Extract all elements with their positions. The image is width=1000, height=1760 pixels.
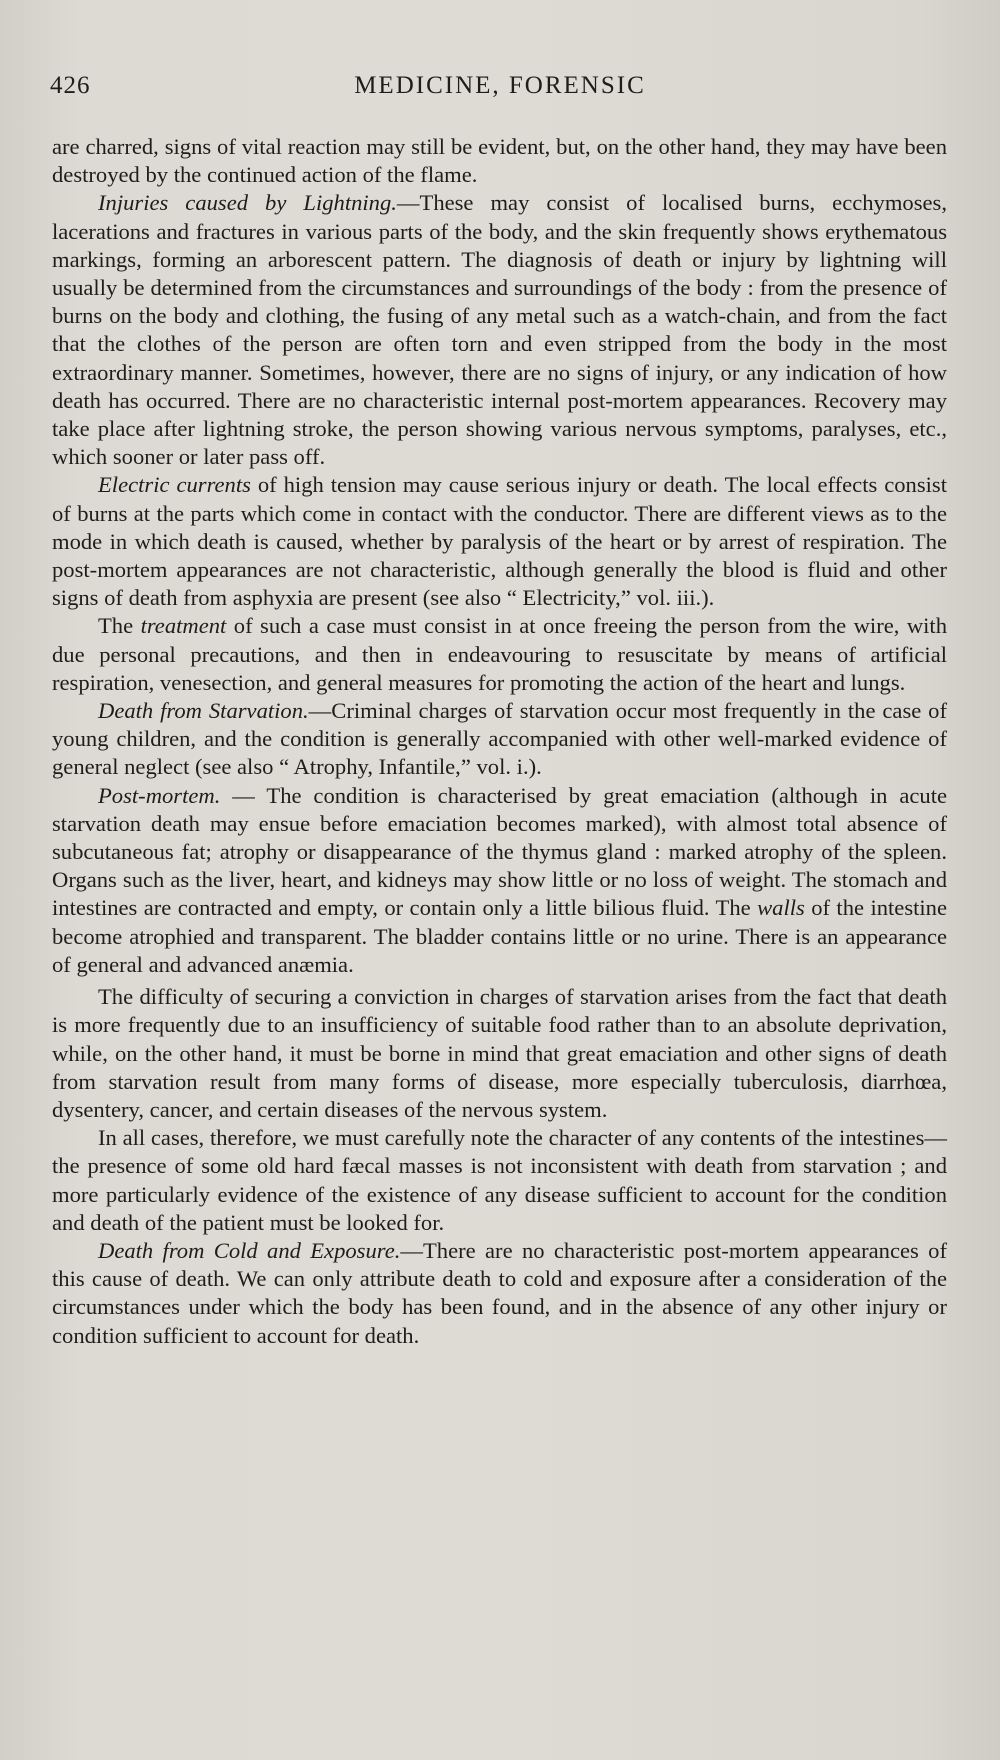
section-heading: Post-mortem.	[98, 782, 221, 808]
paragraph	[52, 133, 947, 189]
text-run: —Criminal charges of starvation occur most frequently in the case of young children, and the condition is generally accompanied with other well-marked evidence of general neglect (see also “ Atrophy, Infantile,” vol. i.).	[52, 698, 947, 780]
text-run: of such a case must consist in at once freeing the person from the wire, with due personal precautions, and then in endeavouring to resuscitate by means of artificial respiration, venesection, and general measures for promoting the action of the heart and lungs.	[52, 613, 948, 695]
emphasis: treatment	[140, 613, 227, 639]
paragraph	[52, 189, 947, 471]
section-heading: Death from Starvation.	[98, 698, 309, 724]
text-run: —There are no characteristic post-mortem appearances of this cause of death. We can only attribute death to cold and exposure after a consideration of the circumstances under which the body has been found, and in the absence of any other injury or condition sufficient to account for death.	[52, 1237, 947, 1348]
body-text	[52, 133, 947, 1350]
page-header	[50, 72, 950, 112]
paragraph	[52, 983, 947, 1124]
page-number: 426	[50, 72, 91, 99]
emphasis: walls	[757, 895, 805, 921]
paragraph	[52, 697, 947, 782]
text-run: The difficulty of securing a conviction in charges of starvation arises from the fact that death is more frequently due to an insufficiency of suitable food rather than to an absolute deprivation, while, on the other hand, it must be borne in mind that great emaciation and other signs of death from starvation result from many forms of disease, more especially tuberculosis, diarrhœa, dysentery, cancer, and certain diseases of the nervous system.	[52, 984, 947, 1122]
paragraph	[52, 612, 947, 697]
text-run: — The condition is characterised by great emaciation (although in acute starvation death may ensue before emaciation becomes marked), with almost total absence of subcutaneous fat; atrophy or disappearance of the thymus gland : marked atrophy of the spleen. Organs such as the liver, heart, and kidneys may show little or no loss of weight. The stomach and intestines are contracted and empty, or contain only a little bilious fluid. The	[52, 782, 947, 921]
running-head: MEDICINE, FORENSIC	[354, 72, 646, 99]
text-run: are charred, signs of vital reaction may still be evident, but, on the other hand, they may have been destroyed by the continued action of the flame.	[52, 134, 947, 188]
text-run: of the intestine become atrophied and transparent. The bladder contains little or no urine. There is an appearance of general and advanced anæmia.	[52, 895, 947, 977]
section-heading: Death from Cold and Exposure.	[98, 1237, 401, 1263]
text-run: In all cases, therefore, we must carefully note the character of any contents of the intestines—the presence of some old hard fæcal masses is not inconsistent with death from starvation ; and more particularly evidence of the existence of any disease sufficient to account for the condition and death of the patient must be looked for.	[52, 1125, 947, 1235]
paragraph	[52, 1237, 947, 1350]
text-run: of high tension may cause serious injury or death. The local effects consist of burns at the parts which come in contact with the conductor. There are different views as to the mode in which death is caused, whether by paralysis of the heart or by arrest of respiration. The post-mortem appearances are not characteristic, although generally the blood is fluid and other signs of death from asphyxia are present (see also “ Electricity,” vol. iii.).	[52, 472, 947, 611]
text-run: The	[98, 613, 141, 639]
paragraph	[52, 1124, 947, 1237]
paragraph	[52, 471, 947, 612]
paragraph	[52, 782, 947, 979]
text-run: —These may consist of localised burns, ecchymoses, lacerations and fractures in various parts of the body, and the skin frequently shows erythematous markings, forming an arborescent pattern. The diagnosis of death or injury by lightning will usually be determined from the circumstances and surroundings of the body : from the presence of burns on the body and clothing, the fusing of any metal such as a watch-chain, and from the fact that the clothes of the person are often torn and even stripped from the body in the most extraordinary manner. Sometimes, however, there are no signs of injury, or any indication of how death has occurred. There are no characteristic internal post-mortem appearances. Recovery may take place after lightning stroke, the person showing various nervous symptoms, paralyses, etc., which sooner or later pass off.	[52, 190, 947, 470]
section-heading: Injuries caused by Lightning.	[98, 190, 397, 216]
section-heading: Electric currents	[98, 472, 251, 498]
